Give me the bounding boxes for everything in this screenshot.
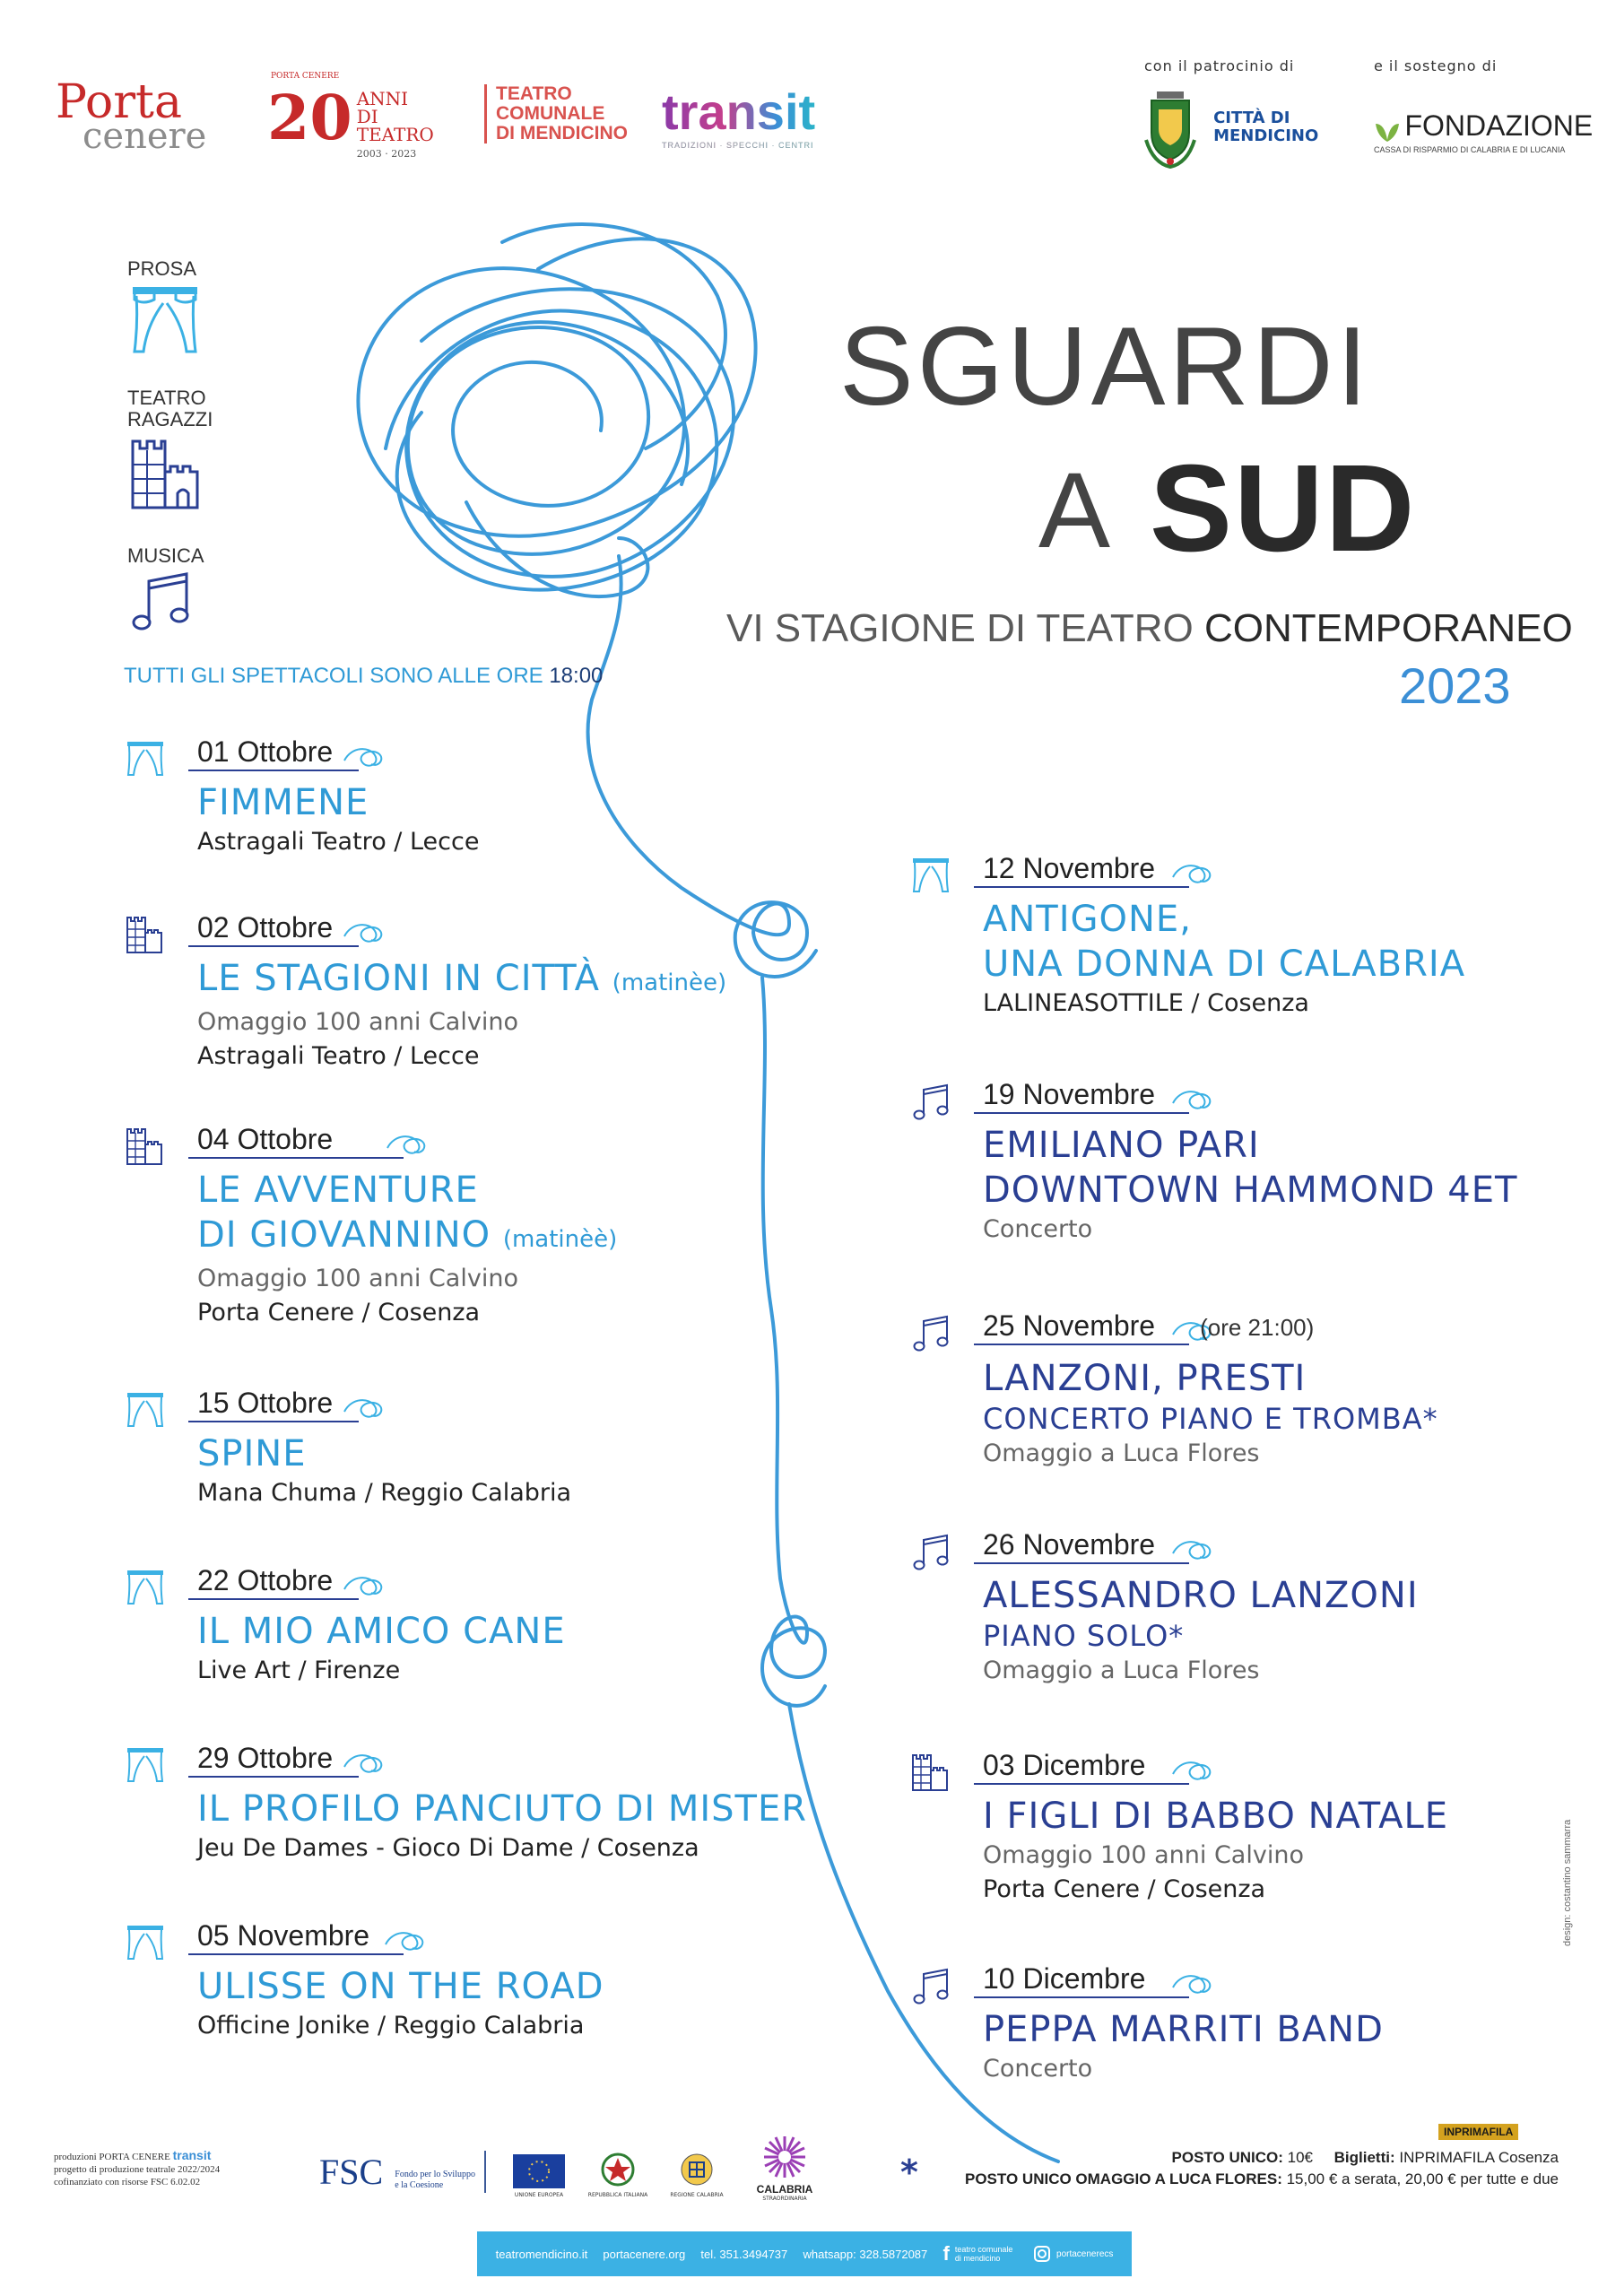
repubblica-label: REPUBBLICA ITALIANA [587, 2192, 648, 2198]
event-date-extra: (ore 21:00) [1200, 1314, 1315, 1341]
event-date: 10 Dicembre [983, 1962, 1146, 1995]
event-04-ottobre [197, 1123, 617, 1330]
theater-curtain-icon [126, 1568, 165, 1607]
fondazione-name: FONDAZIONE [1404, 109, 1594, 142]
fsc-text: FSC [319, 2152, 384, 2192]
event-company: Officine Jonike / Reggio Calabria [197, 2012, 585, 2039]
produzioni-transit: transit [172, 2148, 212, 2162]
event-02-ottobre [197, 911, 726, 1074]
progetto-line1: progetto di produzione teatrale 2022/2024 [54, 2164, 221, 2175]
music-note-icon [911, 1313, 951, 1352]
contact-bar [477, 2231, 1132, 2276]
logo-porta-text: Porta [56, 75, 182, 129]
event-title-text: DI GIOVANNINO [197, 1214, 491, 1256]
legend-teatro-line1: TEATRO [127, 387, 206, 409]
event-subtitle: Omaggio 100 anni Calvino [197, 1008, 518, 1036]
biglietti-value: INPRIMAFILA Cosenza [1399, 2149, 1559, 2166]
subtitle-part1: VI STAGIONE DI TEATRO [726, 606, 1204, 650]
logo-20-top: PORTA CENERE [271, 72, 340, 81]
regione-label: REGIONE CALABRIA [670, 2192, 724, 2198]
facebook-label: teatro comunale di mendicino [954, 2245, 1013, 2263]
event-26-novembre [983, 1528, 1419, 1688]
teatro-line1: TEATRO [496, 83, 572, 104]
event-subtitle: Concerto [983, 1215, 1093, 1243]
event-25-novembre [983, 1309, 1438, 1471]
event-title-sub: PIANO SOLO* [983, 1619, 1185, 1653]
fsc-sub1: Fondo per lo Sviluppo [395, 2169, 475, 2179]
event-19-novembre [983, 1078, 1517, 1247]
theater-curtain-icon [126, 1745, 165, 1785]
italian-emblem-icon [600, 2151, 636, 2188]
production-credits [54, 2149, 260, 2188]
teatro-line3: DI MENDICINO [496, 123, 628, 144]
legend-teatro-line2: RAGAZZI [127, 408, 213, 430]
event-title-note: (matinèè) [502, 1226, 618, 1253]
ticket-info [1172, 2149, 1559, 2167]
event-company: Porta Cenere / Cosenza [983, 1875, 1266, 1903]
event-title: FIMMENE [197, 782, 369, 823]
sostegno-label: e il sostegno di [1374, 57, 1498, 74]
sunburst-icon [762, 2135, 807, 2179]
logo-cenere-text: cenere [83, 116, 207, 157]
posto-label: POSTO UNICO: [1171, 2149, 1283, 2166]
calabria-label: CALABRIA [756, 2183, 813, 2196]
notice-time: 18:00 [549, 664, 604, 688]
event-title-line2: UNA DONNA DI CALABRIA [983, 944, 1466, 985]
castle-icon [911, 1752, 951, 1792]
biglietti-label: Biglietti: [1333, 2149, 1395, 2166]
eu-flag-icon [513, 2154, 565, 2188]
event-title-note: (matinèe) [612, 970, 727, 996]
eu-label: UNIONE EUROPEA [514, 2192, 564, 2198]
eu-logo [511, 2154, 567, 2198]
event-title-text: LE STAGIONI IN CITTÀ [197, 958, 600, 999]
theater-curtain-icon [126, 1390, 165, 1430]
event-company: Mana Chuma / Reggio Calabria [197, 1479, 572, 1507]
event-subtitle: Omaggio a Luca Flores [983, 1657, 1260, 1684]
event-date: 01 Ottobre [197, 735, 334, 768]
transit-name: transit [662, 83, 816, 140]
event-10-dicembre [983, 1962, 1384, 2086]
event-15-ottobre [197, 1387, 571, 1510]
title-line2-sud: SUD [1150, 439, 1417, 578]
event-12-novembre [983, 852, 1465, 1021]
instagram-icon [1033, 2245, 1051, 2263]
instagram-link[interactable] [1033, 2245, 1113, 2263]
event-title [197, 956, 726, 1005]
logo-20-anni: ANNI [356, 88, 409, 109]
instagram-label: portacenerecs [1056, 2248, 1114, 2259]
theater-curtain-icon [911, 856, 951, 895]
omaggio-info [965, 2170, 1559, 2188]
facebook-link[interactable] [942, 2242, 1017, 2266]
event-date-text: 25 Novembre [983, 1309, 1156, 1342]
event-date: 15 Ottobre [197, 1387, 334, 1419]
event-date [983, 1309, 1438, 1344]
inprimafila-logo: INPRIMAFILA [1438, 2124, 1518, 2140]
legend-musica-label: MUSICA [127, 544, 204, 567]
music-note-icon [911, 1966, 951, 2005]
posto-value: 10€ [1287, 2149, 1314, 2166]
transit-sub: TRADIZIONI · SPECCHI · CENTRI [662, 141, 814, 150]
asterisk-mark: * [900, 2152, 918, 2192]
event-title-line2 [197, 1213, 617, 1262]
event-company: Astragali Teatro / Lecce [197, 1042, 480, 1070]
event-date: 22 Ottobre [197, 1564, 334, 1596]
music-note-icon [911, 1532, 951, 1571]
regione-calabria-icon [679, 2151, 715, 2188]
theater-curtain-icon [126, 1923, 165, 1962]
omaggio-value: 15,00 € a serata, 20,00 € per tutte e due [1286, 2170, 1559, 2187]
phone-text: tel. 351.3494737 [700, 2247, 788, 2261]
event-date: 02 Ottobre [197, 911, 334, 944]
produzioni-text: produzioni PORTA CENERE [54, 2152, 170, 2162]
citta-line1: CITTÀ DI [1213, 109, 1290, 127]
event-subtitle: Omaggio 100 anni Calvino [983, 1841, 1304, 1869]
event-title-line2: DOWNTOWN HAMMOND 4ET [983, 1170, 1518, 1211]
regione-logo [667, 2151, 726, 2198]
citta-line2: MENDICINO [1213, 126, 1319, 145]
logo-20-di: DI [356, 106, 378, 127]
music-note-icon [911, 1082, 951, 1121]
fsc-logo [319, 2151, 486, 2193]
event-22-ottobre [197, 1564, 566, 1688]
event-title: LANZONI, PRESTI [983, 1358, 1307, 1399]
event-title: ANTIGONE, [983, 899, 1192, 940]
whatsapp-text: whatsapp: 328.5872087 [803, 2247, 928, 2261]
event-company: Astragali Teatro / Lecce [197, 828, 480, 856]
repubblica-logo [586, 2151, 649, 2198]
teatro-line2: COMUNALE [496, 103, 605, 124]
event-title: LE AVVENTURE [197, 1170, 479, 1211]
notice-part1: TUTTI GLI SPETTACOLI SONO ALLE ORE [124, 664, 550, 688]
event-title: PEPPA MARRITI BAND [983, 2009, 1384, 2050]
title-line1: SGUARDI [839, 305, 1371, 429]
event-company: LALINEASOTTILE / Cosenza [983, 989, 1309, 1017]
event-title-sub: CONCERTO PIANO E TROMBA* [983, 1402, 1438, 1436]
event-company: Jeu De Dames - Gioco Di Dame / Cosenza [197, 1834, 699, 1862]
event-title: ALESSANDRO LANZONI [983, 1575, 1419, 1616]
event-03-dicembre [983, 1749, 1448, 1907]
event-title: ULISSE ON THE ROAD [197, 1966, 604, 2007]
season-year: 2023 [1399, 657, 1511, 714]
subtitle-part2: CONTEMPORANEO [1203, 606, 1573, 650]
event-title: I FIGLI DI BABBO NATALE [983, 1796, 1449, 1837]
event-subtitle: Omaggio 100 anni Calvino [197, 1265, 518, 1292]
legend-prosa-label: PROSA [127, 257, 197, 280]
event-29-ottobre [197, 1742, 807, 1866]
event-title: IL MIO AMICO CANE [197, 1611, 566, 1652]
title-line2-a: A [1038, 450, 1111, 570]
fsc-sub [395, 2170, 475, 2191]
design-credit: design: costantino sammarra [1562, 1819, 1573, 1946]
logo-20-number: 20 [267, 83, 352, 154]
season-subtitle [726, 606, 1573, 651]
event-subtitle: Omaggio a Luca Flores [983, 1439, 1260, 1467]
fondazione-sub: CASSA DI RISPARMIO DI CALABRIA E DI LUCANIA [1374, 144, 1566, 154]
event-date: 19 Novembre [983, 1078, 1156, 1110]
event-date: 26 Novembre [983, 1528, 1156, 1561]
calabria-sub: STRAORDINARIA [762, 2196, 807, 2202]
logo-20-teatro: TEATRO [356, 124, 434, 145]
calabria-straordinaria-logo [744, 2135, 825, 2202]
theater-curtain-icon [126, 739, 165, 778]
castle-icon [126, 1126, 165, 1166]
event-05-novembre [197, 1919, 604, 2043]
event-title: SPINE [197, 1433, 307, 1474]
site-portacenere-link[interactable]: portacenere.org [603, 2247, 686, 2261]
fsc-sub2: e la Coesione [395, 2179, 444, 2190]
event-date: 04 Ottobre [197, 1123, 334, 1155]
logo-20-years: 2003 · 2023 [356, 148, 417, 160]
event-title: EMILIANO PARI [983, 1125, 1260, 1166]
event-title: IL PROFILO PANCIUTO DI MISTER [197, 1788, 808, 1830]
patrocinio-label: con il patrocinio di [1144, 57, 1295, 74]
castle-icon [126, 915, 165, 954]
event-company: Live Art / Firenze [197, 1657, 401, 1684]
facebook-icon: f [942, 2242, 950, 2265]
schedule-notice [124, 664, 603, 689]
event-01-ottobre [197, 735, 479, 859]
event-date: 03 Dicembre [983, 1749, 1146, 1781]
event-subtitle: Concerto [983, 2055, 1093, 2083]
event-date: 12 Novembre [983, 852, 1156, 884]
progetto-line2: cofinanziato con risorse FSC 6.02.02 [54, 2177, 201, 2187]
omaggio-label: POSTO UNICO OMAGGIO A LUCA FLORES: [965, 2170, 1282, 2187]
event-company: Porta Cenere / Cosenza [197, 1299, 481, 1326]
event-date: 29 Ottobre [197, 1742, 334, 1774]
event-date: 05 Novembre [197, 1919, 370, 1952]
site-teatromendicino-link[interactable]: teatromendicino.it [495, 2247, 588, 2261]
